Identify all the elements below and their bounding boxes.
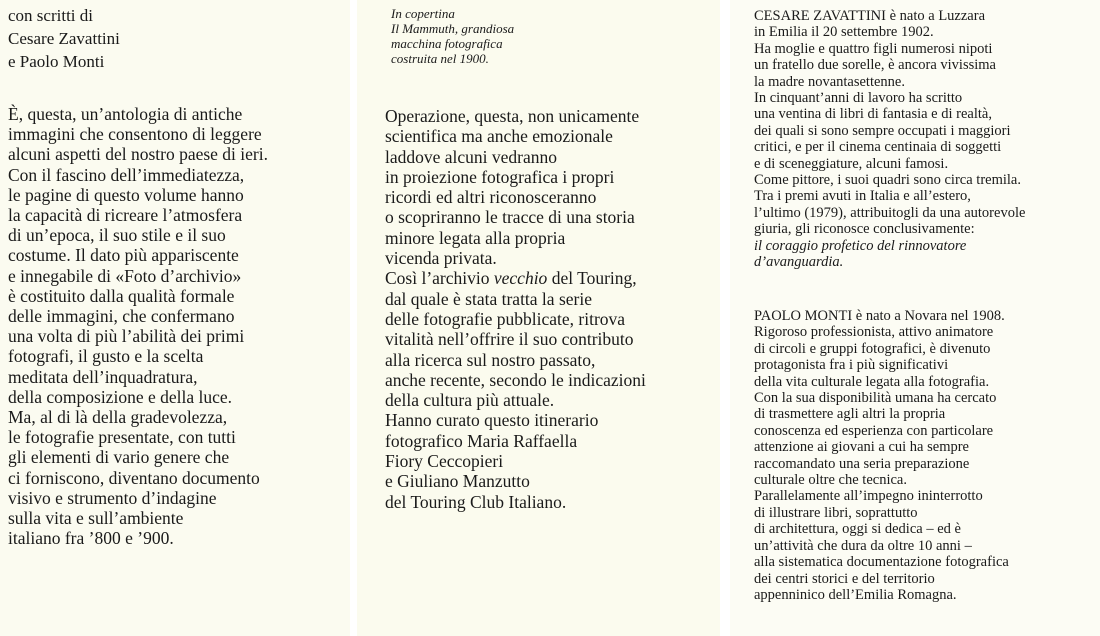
introduction-paragraph xyxy=(8,104,268,548)
text-line: critici, e per il cinema centinaia di soggetti xyxy=(754,139,1002,156)
text-line: italiano fra ’800 e ’900. xyxy=(8,528,174,549)
text-line: la madre novantasettenne. xyxy=(754,73,905,90)
text-line: ricordi ed altri riconosceranno xyxy=(385,187,597,208)
text-line: Rigoroso professionista, attivo animatore xyxy=(754,324,994,341)
italic-word: vecchio xyxy=(493,268,548,289)
text-line: Con il fascino dell’immediatezza, xyxy=(8,164,245,185)
text-line: appenninico dell’Emilia Romagna. xyxy=(754,586,957,603)
text-line: un’attività che dura da oltre 10 anni – xyxy=(754,537,972,554)
text-line: delle immagini, che confermano xyxy=(8,306,235,327)
text-fragment: Così l’archivio xyxy=(385,268,494,289)
text-line: Operazione, questa, non unicamente xyxy=(385,106,640,126)
text-line: è costituito dalla qualità formale xyxy=(8,285,235,306)
text-line: anche recente, secondo le indicazioni xyxy=(385,369,646,390)
text-line: in proiezione fotografica i propri xyxy=(385,166,615,187)
text-line: giuria, gli riconosce conclusivamente: xyxy=(754,221,975,238)
text-line: Fiory Ceccopieri xyxy=(385,451,504,472)
text-line: di trasmettere agli altri la propria xyxy=(754,406,946,423)
text-line: e Giuliano Manzutto xyxy=(385,471,530,492)
text-line: Come pittore, i suoi quadri sono circa tremila. xyxy=(754,172,1021,189)
italic-quote-line: d’avanguardia. xyxy=(754,254,844,271)
text-line: la capacità di ricreare l’atmosfera xyxy=(8,205,243,226)
text-line: Ha moglie e quattro figli numerosi nipoti xyxy=(754,40,993,57)
text-line: In cinquant’anni di lavoro ha scritto xyxy=(754,90,963,107)
caption-line: costruita nel 1900. xyxy=(391,51,489,66)
italic-quote-line: il coraggio profetico del rinnovatore xyxy=(754,237,967,254)
text-line: e innegabile di «Foto d’archivio» xyxy=(8,265,242,286)
credits-line: e Paolo Monti xyxy=(8,52,105,71)
text-line: una volta di più l’abilità dei primi xyxy=(8,326,245,347)
text-line: sulla vita e sull’ambiente xyxy=(8,508,184,529)
caption-line: Il Mammuth, grandiosa xyxy=(391,21,515,36)
text-line: PAOLO MONTI è nato a Novara nel 1908. xyxy=(754,308,1005,324)
text-line xyxy=(385,268,646,288)
text-line: vitalità nell’offrire il suo contributo xyxy=(385,329,634,350)
text-line: Hanno curato questo itinerario xyxy=(385,410,599,431)
text-line: le pagine di questo volume hanno xyxy=(8,184,244,205)
right-column xyxy=(730,0,1100,636)
text-line: vicenda privata. xyxy=(385,248,497,269)
text-line: di circoli e gruppi fotografici, è divenuto xyxy=(754,340,991,357)
monti-biography xyxy=(754,308,1009,603)
text-line: di illustrare libri, soprattutto xyxy=(754,504,918,521)
text-line: l’ultimo (1979), attribuitogli da una autorevole xyxy=(754,204,1026,221)
text-line: dal quale è stata tratta la serie xyxy=(385,288,592,309)
text-line: un fratello due sorelle, è ancora vivissima xyxy=(754,57,996,74)
text-line: della vita culturale legata alla fotografia. xyxy=(754,373,990,390)
text-line: e di sceneggiature, alcuni famosi. xyxy=(754,155,949,172)
caption-line: macchina fotografica xyxy=(391,36,503,51)
text-line: culturale oltre che tecnica. xyxy=(754,472,907,489)
text-line: immagini che consentono di leggere xyxy=(8,124,262,145)
left-column xyxy=(0,0,350,636)
text-line: Ma, al di là della gradevolezza, xyxy=(8,407,228,428)
text-line: fotografico Maria Raffaella xyxy=(385,430,578,451)
text-line: delle fotografie pubblicate, ritrova xyxy=(385,308,626,329)
text-line: della composizione e della luce. xyxy=(8,386,233,407)
text-line: protagonista fra i più significativi xyxy=(754,357,949,374)
text-line: costume. Il dato più appariscente xyxy=(8,245,239,266)
text-line: o scopriranno le tracce di una storia xyxy=(385,207,635,228)
text-line: raccomandato una seria preparazione xyxy=(754,455,970,472)
text-line: alla ricerca sul nostro passato, xyxy=(385,349,596,370)
text-line: Con la sua disponibilità umana ha cercato xyxy=(754,390,997,407)
text-line: Tra i premi avuti in Italia e all’estero, xyxy=(754,188,971,205)
text-line: le fotografie presentate, con tutti xyxy=(8,427,236,448)
text-line: ci forniscono, diventano documento xyxy=(8,467,260,488)
text-line: conoscenza ed esperienza con particolare xyxy=(754,422,994,439)
text-line: attenzione ai giovani a cui ha sempre xyxy=(754,439,969,456)
text-line: della cultura più attuale. xyxy=(385,390,555,411)
text-line: dei quali si sono sempre occupati i maggiori xyxy=(754,122,1011,139)
text-line: di un’epoca, il suo stile e il suo xyxy=(8,225,226,246)
text-line: di architettura, oggi si dedica – ed è xyxy=(754,521,961,538)
credits-line: Cesare Zavattini xyxy=(8,29,120,48)
caption-line: In copertina xyxy=(391,6,455,21)
text-line: una ventina di libri di fantasia e di realtà, xyxy=(754,106,992,123)
text-line: È, questa, un’antologia di antiche xyxy=(8,104,243,124)
authors-credits xyxy=(8,4,120,73)
text-line: alla sistematica documentazione fotografica xyxy=(754,554,1009,571)
operation-paragraph xyxy=(385,106,646,512)
text-line: alcuni aspetti del nostro paese di ieri. xyxy=(8,144,268,165)
text-line: fotografi, il gusto e la scelta xyxy=(8,346,204,367)
text-line: CESARE ZAVATTINI è nato a Luzzara xyxy=(754,8,986,24)
text-line: laddove alcuni vedranno xyxy=(385,146,558,167)
text-line: visivo e strumento d’indagine xyxy=(8,487,217,508)
text-line: gli elementi di vario genere che xyxy=(8,447,230,468)
middle-column xyxy=(357,0,720,636)
text-line: in Emilia il 20 settembre 1902. xyxy=(754,24,934,41)
zavattini-biography xyxy=(754,8,1025,271)
text-line: meditata dell’inquadratura, xyxy=(8,366,198,387)
credits-line: con scritti di xyxy=(8,6,93,25)
text-line: scientifica ma anche emozionale xyxy=(385,126,613,147)
text-line: dei centri storici e del territorio xyxy=(754,570,935,587)
cover-caption xyxy=(391,6,514,66)
text-line: minore legata alla propria xyxy=(385,227,566,248)
text-line: del Touring Club Italiano. xyxy=(385,491,567,512)
text-fragment: del Touring, xyxy=(547,268,637,289)
text-line: Parallelamente all’impegno ininterrotto xyxy=(754,488,983,505)
